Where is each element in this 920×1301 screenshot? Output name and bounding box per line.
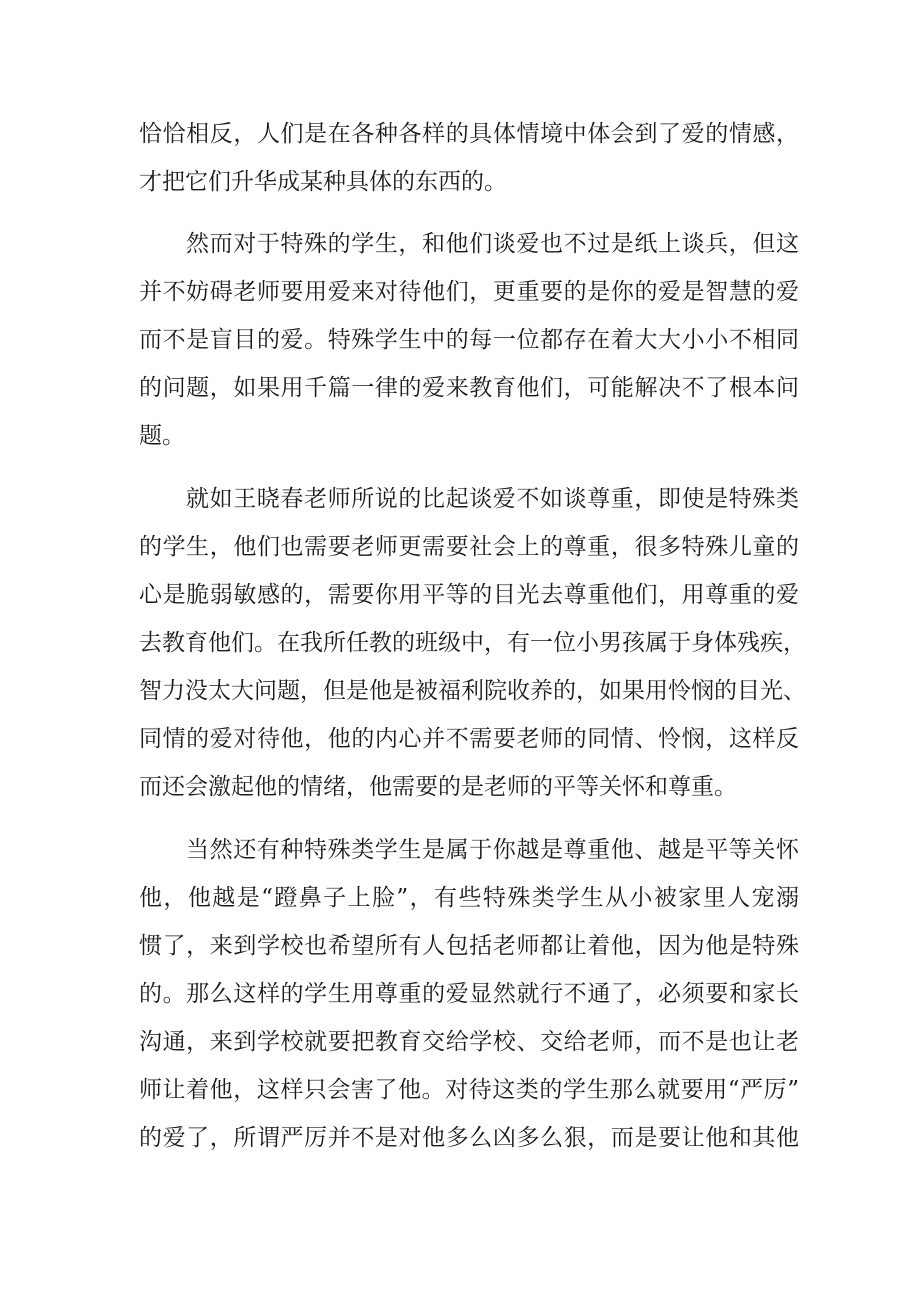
paragraph-4-line-3: 惯了，来到学校也希望所有人包括老师都让着他，因为他是特殊 — [139, 933, 799, 959]
paragraph-3-line-7: 而还会激起他的情绪，他需要的是老师的平等关怀和尊重。 — [139, 774, 737, 800]
paragraph-2-line-2: 并不妨碍老师要用爱来对待他们，更重要的是你的爱是智慧的爱 — [139, 279, 799, 305]
paragraph-3-line-1: 就如王晓春老师所说的比起谈爱不如谈尊重，即使是特殊类 — [186, 486, 799, 512]
paragraph-4-line-1: 当然还有种特殊类学生是属于你越是尊重他、越是平等关怀 — [186, 837, 799, 863]
paragraph-2-line-4: 的问题，如果用千篇一律的爱来教育他们，可能解决不了根本问 — [139, 375, 799, 401]
paragraph-3-line-2: 的学生，他们也需要老师更需要社会上的尊重，很多特殊儿童的 — [139, 534, 799, 560]
paragraph-2-line-5: 题。 — [139, 423, 185, 449]
paragraph-1-line-2: 才把它们升华成某种具体的东西的。 — [139, 169, 507, 195]
paragraph-2-line-3: 而不是盲目的爱。特殊学生中的每一位都存在着大大小小不相同 — [139, 327, 799, 353]
paragraph-1-line-1: 恰恰相反，人们是在各种各样的具体情境中体会到了爱的情感， — [139, 121, 799, 147]
paragraph-4-line-2: 他，他越是“蹬鼻子上脸”，有些特殊类学生从小被家里人宠溺 — [139, 885, 799, 911]
paragraph-3-line-3: 心是脆弱敏感的，需要你用平等的目光去尊重他们，用尊重的爱 — [139, 582, 799, 608]
paragraph-4-line-7: 的爱了，所谓严厉并不是对他多么凶多么狠，而是要让他和其他 — [139, 1125, 799, 1151]
paragraph-4-line-4: 的。那么这样的学生用尊重的爱显然就行不通了，必须要和家长 — [139, 981, 799, 1007]
paragraph-2-line-1: 然而对于特殊的学生，和他们谈爱也不过是纸上谈兵，但这 — [186, 231, 799, 257]
paragraph-4-line-5: 沟通，来到学校就要把教育交给学校、交给老师，而不是也让老 — [139, 1029, 799, 1055]
paragraph-3-line-6: 同情的爱对待他，他的内心并不需要老师的同情、怜悯，这样反 — [139, 726, 799, 752]
paragraph-4-line-6: 师让着他，这样只会害了他。对待这类的学生那么就要用“严厉” — [139, 1077, 799, 1103]
paragraph-3-line-4: 去教育他们。在我所任教的班级中，有一位小男孩属于身体残疾， — [139, 630, 806, 656]
paragraph-3-line-5: 智力没太大问题，但是他是被福利院收养的，如果用怜悯的目光、 — [139, 678, 806, 704]
